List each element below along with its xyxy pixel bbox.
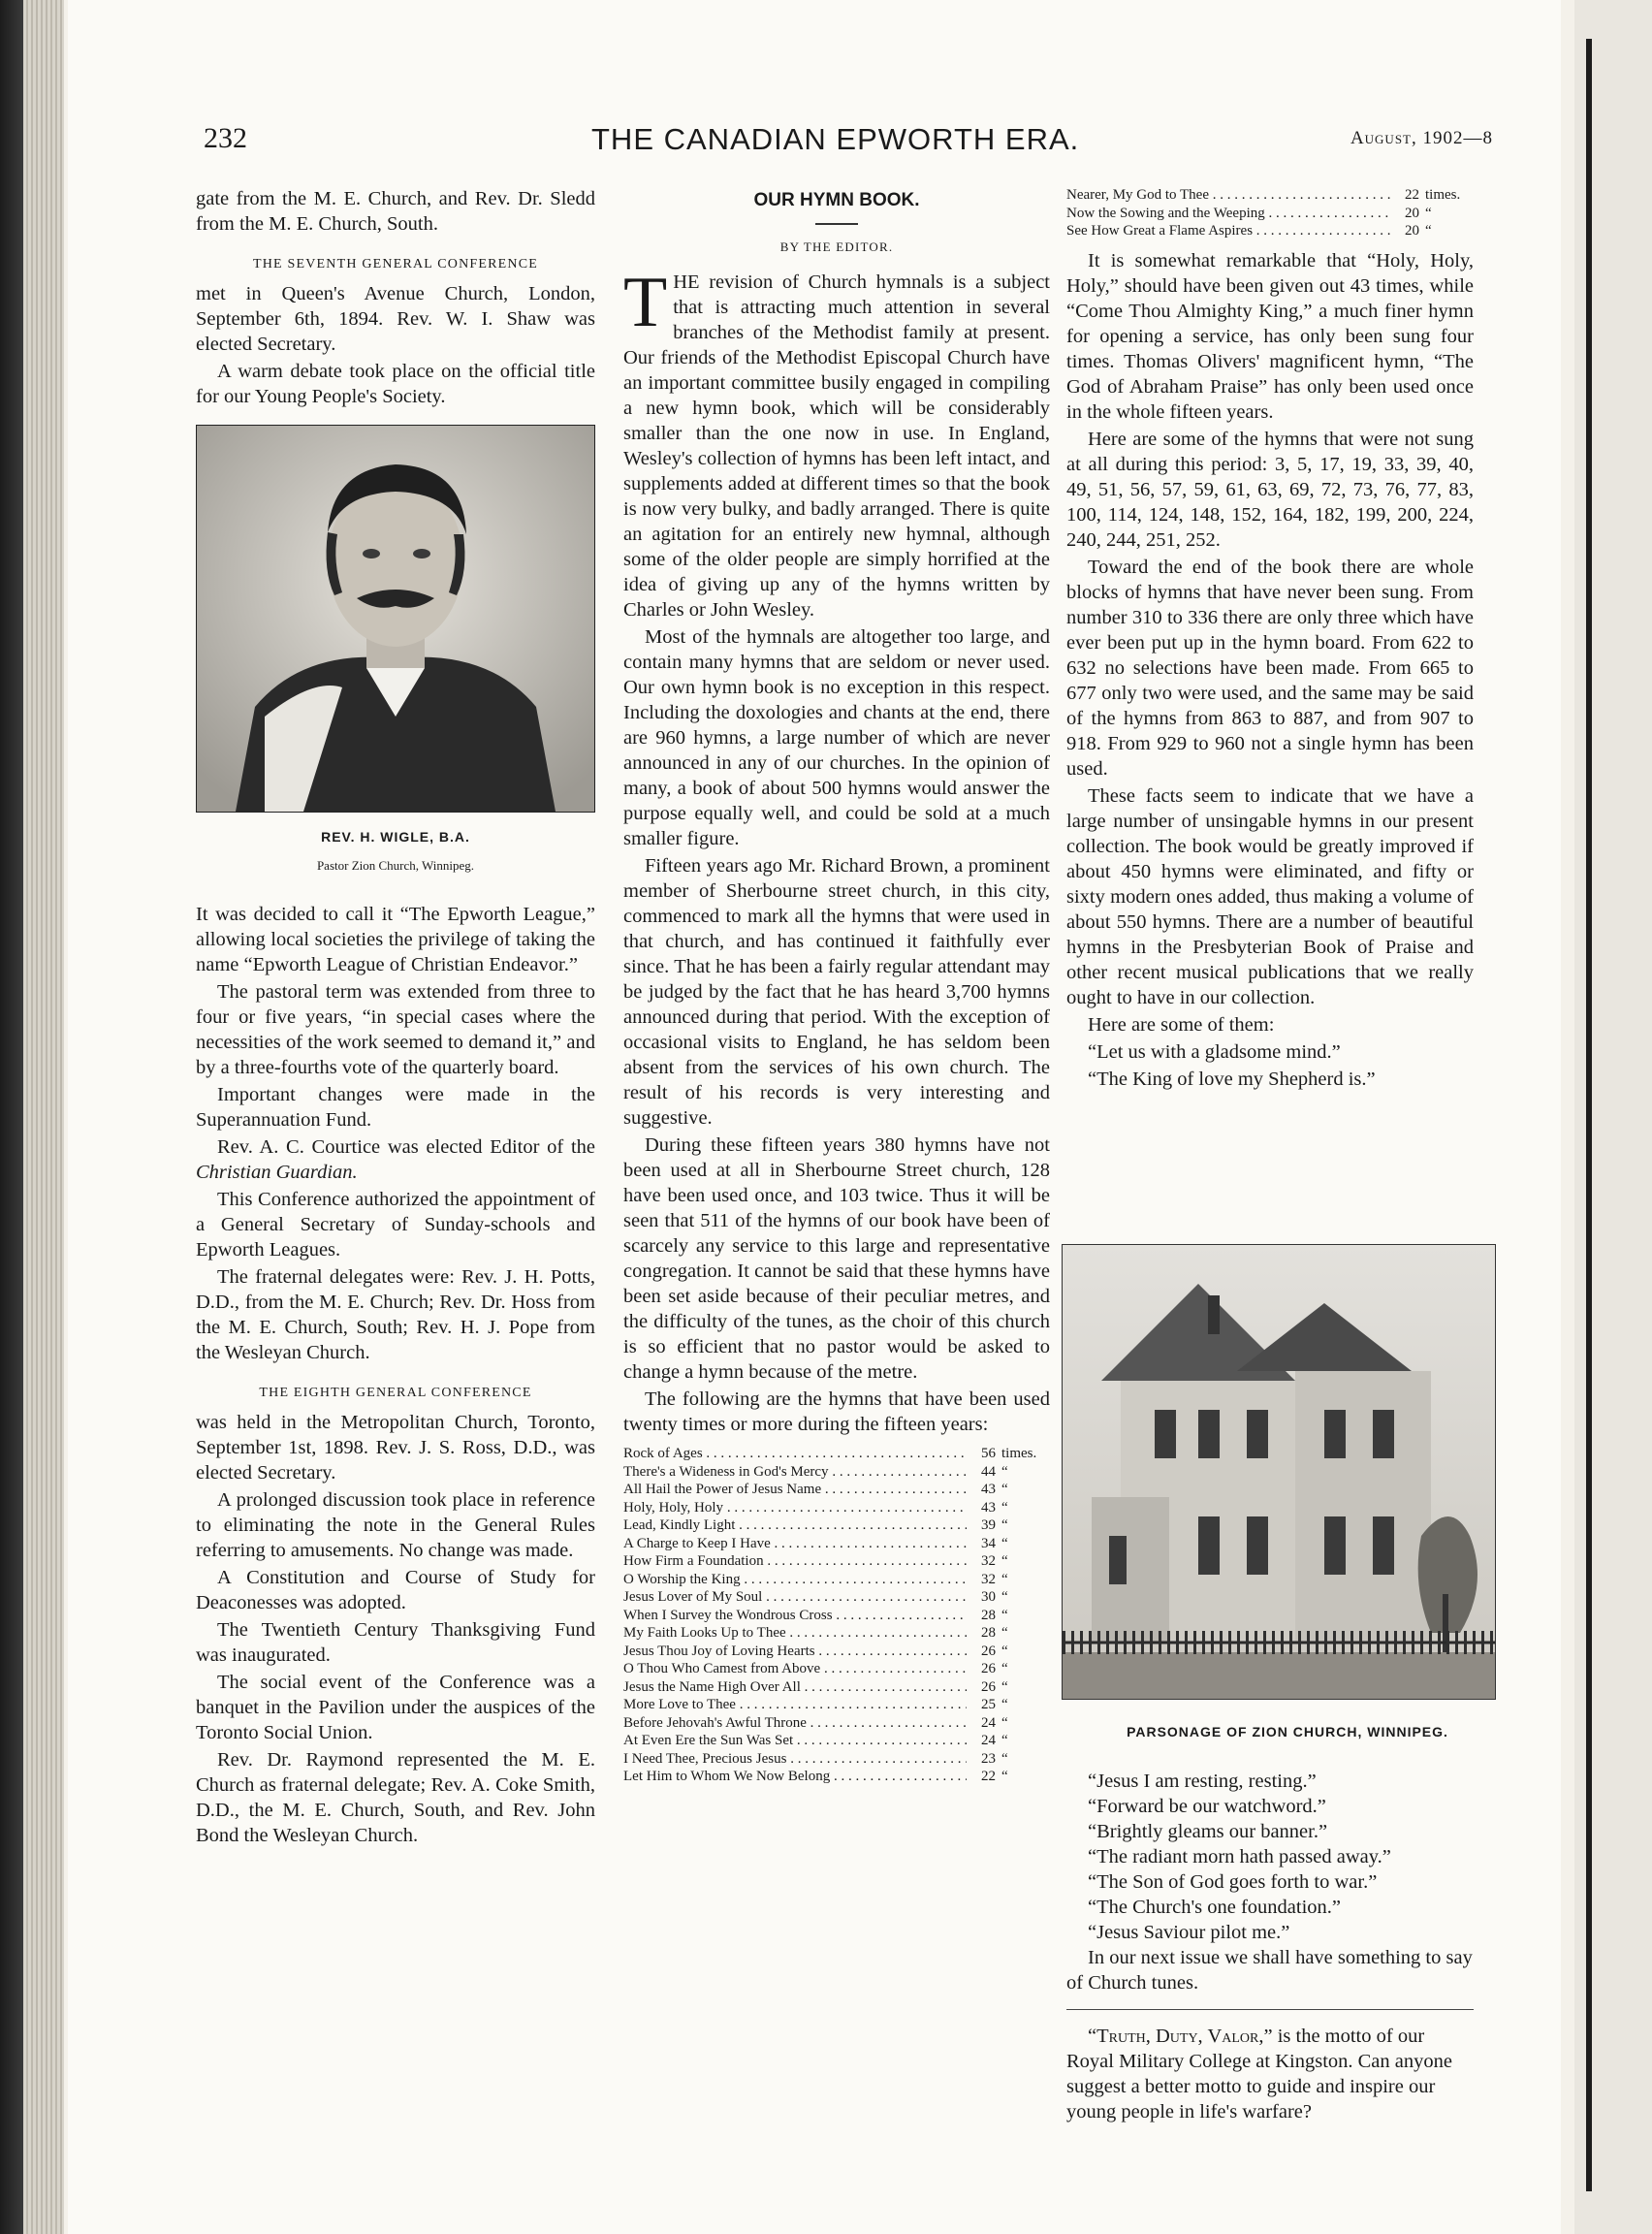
book-binding — [0, 0, 23, 2234]
hymn-unit: “ — [1001, 1517, 1008, 1533]
hymn-unit: “ — [1001, 1571, 1008, 1587]
hymn-title — [623, 1535, 967, 1553]
hymn-quote: “The Church's one foundation.” — [1088, 1897, 1342, 1918]
paragraph: The social event of the Conference was a banquet in the Pavilion under the auspices of the Toronto Social Union. — [196, 1672, 595, 1743]
hymn-title — [623, 1696, 967, 1714]
hymn-count: 20 — [1405, 205, 1419, 221]
hymn-title — [623, 1499, 967, 1517]
hymn-title-text: Before Jehovah's Awful Throne — [623, 1714, 807, 1731]
next-page-edge — [1574, 0, 1652, 2234]
running-head: THE CANADIAN EPWORTH ERA. — [591, 122, 1080, 156]
hymn-count: 24 — [981, 1733, 996, 1748]
text-run: Rev. A. C. Courtice was elected Editor of the — [217, 1136, 595, 1158]
parsonage-photo — [1062, 1244, 1496, 1700]
hymn-row — [623, 1588, 1050, 1607]
hymn-unit: “ — [1001, 1733, 1008, 1748]
hymn-title-text: Holy, Holy, Holy — [623, 1499, 724, 1516]
hymn-title-text: More Love to Thee — [623, 1697, 736, 1712]
paragraph: met in Queen's Avenue Church, London, September 6th, 1894. Rev. W. I. Shaw was elected Secretary. — [196, 283, 595, 355]
hymn-count: 43 — [981, 1499, 996, 1516]
hymn-title — [623, 1552, 967, 1571]
hymn-quote: “Jesus Saviour pilot me.” — [1088, 1922, 1290, 1943]
hymn-unit: “ — [1001, 1499, 1008, 1516]
hymn-unit: “ — [1001, 1661, 1008, 1676]
paragraph: These facts seem to indicate that we have a large number of unsingable hymns in our present collection. The book would be greatly improved if about 450 hymns were eliminated, and fifty or sixty modern ones added, thus making a volume of about 550 hymns. There are a number of beautiful hymns in the Presbyterian Book of Praise and other recent musical publications that we really ought to have in our collection. — [1066, 784, 1474, 1008]
hymn-title-text: A Charge to Keep I Have — [623, 1535, 771, 1551]
paragraph: This Conference authorized the appointment of a General Secretary of Sunday-schools and Epworth Leagues. — [196, 1189, 595, 1261]
text-run: HE revision of Church hymnals is a subject that is attracting much attention in several branches of the Methodist family at present. Our friends of the Methodist Episcopal Church have an important committee busily engaged in compiling a new hymn book, which will be considerably smaller than the one now in use. In England, Wesley's collection of hymns has been left intact, and supplements added at different times so that the book is now very bulky, and badly arranged. There is quite an agitation for an entirely new hymnal, although some of the older people are simply horrified at the idea of giving up any of the hymns written by Charles or John Wesley. — [623, 271, 1050, 621]
hymn-title-text: When I Survey the Wondrous Cross — [623, 1607, 833, 1623]
hymn-row — [623, 1607, 1050, 1625]
hymn-title-text: There's a Wideness in God's Mercy — [623, 1463, 829, 1480]
parsonage-caption: PARSONAGE OF ZION CHURCH, WINNIPEG. — [1127, 1724, 1448, 1739]
hymn-row — [623, 1768, 1050, 1786]
hymn-count: 34 — [981, 1535, 996, 1551]
paragraph: Rev. Dr. Raymond represented the M. E. Church as fraternal delegate; Rev. A. Coke Smith, D.D., the M. E. Church, South, and Rev. John Bond the Wesleyan Church. — [196, 1749, 595, 1846]
hymn-row — [623, 1552, 1050, 1571]
paragraph — [1066, 2024, 1474, 2124]
hymn-unit: “ — [1001, 1482, 1008, 1497]
hymn-row — [623, 1750, 1050, 1769]
text-run: is the motto of our Royal Military College at Kingston. Can anyone suggest a better motto to guide and inspire our young people in life's warfare? — [1066, 2026, 1452, 2122]
hymn-title-text: I Need Thee, Precious Jesus — [623, 1750, 787, 1767]
hymn-unit: “ — [1001, 1643, 1008, 1659]
paragraph: It is somewhat remarkable that “Holy, Holy, Holy,” should have been given out 43 times, while “Come Thou Almighty King,” a much finer hymn for opening a service, has only been sung four times. Thomas Olivers' magnificent hymn, “The God of Abraham Praise” has only been used once in the whole fifteen years. — [1066, 249, 1474, 423]
paragraph: The fraternal delegates were: Rev. J. H. Potts, D.D., from the M. E. Church; Rev. Dr. Hoss from the M. E. Church, South; Rev. H. J. Pope from the Wesleyan Church. — [196, 1266, 595, 1363]
paragraph: In our next issue we shall have something to say of Church tunes. — [1066, 1947, 1473, 1994]
paragraph: The pastoral term was extended from three to four or five years, “in special cases where the necessities of the work seemed to demand it,” and by a three-fourths vote of the quarterly board. — [196, 981, 595, 1078]
hymn-quote: “The radiant morn hath passed away.” — [1088, 1846, 1391, 1867]
portrait-illustration — [197, 426, 594, 812]
motto-text: “Truth, Duty, Valor,” — [1088, 2026, 1273, 2047]
hymn-title — [1066, 205, 1390, 223]
hymn-title — [623, 1732, 967, 1750]
hymn-quote: “Let us with a gladsome mind.” — [1088, 1040, 1341, 1063]
hymn-row — [623, 1732, 1050, 1750]
hymn-usage-table-continued — [1066, 186, 1474, 240]
hymn-title — [623, 1516, 967, 1535]
hymn-title-text: Jesus the Name High Over All — [623, 1678, 801, 1695]
hymn-count: 26 — [981, 1678, 996, 1695]
hymn-title-text: Jesus Lover of My Soul — [623, 1589, 763, 1605]
hymn-title — [623, 1588, 967, 1607]
hymn-title — [1066, 222, 1390, 240]
hymn-title-text: O Thou Who Camest from Above — [623, 1661, 821, 1676]
title-rule — [815, 223, 858, 225]
hymn-row — [623, 1624, 1050, 1643]
hymn-count: 44 — [981, 1463, 996, 1480]
hymn-row — [623, 1643, 1050, 1661]
hymn-row — [623, 1535, 1050, 1553]
hymn-count: 23 — [981, 1750, 996, 1767]
hymn-count: 24 — [981, 1714, 996, 1731]
hymn-row — [623, 1571, 1050, 1589]
hymn-usage-table — [623, 1445, 1050, 1786]
hymn-unit: “ — [1001, 1607, 1008, 1623]
hymn-row — [623, 1499, 1050, 1517]
paragraph: was held in the Metropolitan Church, Toronto, September 1st, 1898. Rev. J. S. Ross, D.D., was elected Secretary. — [196, 1412, 595, 1484]
hymn-quote: “Brightly gleams our banner.” — [1088, 1821, 1328, 1842]
paragraph — [623, 263, 1050, 622]
hymn-quote: “The King of love my Shepherd is.” — [1088, 1068, 1376, 1090]
hymn-unit: “ — [1001, 1769, 1008, 1784]
paragraph: A prolonged discussion took place in reference to eliminating the note in the General Rules referring to amusements. No change was made. — [196, 1489, 595, 1561]
hymn-unit: “ — [1001, 1625, 1008, 1641]
hymn-unit: “ — [1001, 1535, 1008, 1551]
hymn-title-text: See How Great a Flame Aspires — [1066, 223, 1254, 239]
hymn-title — [623, 1714, 967, 1733]
hymn-unit: “ — [1001, 1750, 1008, 1767]
paragraph: Important changes were made in the Superannuation Fund. — [196, 1084, 595, 1131]
hymn-count: 39 — [981, 1517, 996, 1533]
hymn-title — [623, 1660, 967, 1678]
hymn-row — [623, 1678, 1050, 1697]
hymn-row — [623, 1696, 1050, 1714]
hymn-count: 28 — [981, 1625, 996, 1641]
hymn-count: 56 — [981, 1446, 996, 1461]
paragraph: The Twentieth Century Thanksgiving Fund was inaugurated. — [196, 1619, 595, 1666]
portrait-caption: REV. H. WIGLE, B.A. — [321, 829, 470, 845]
paragraph: Most of the hymnals are altogether too large, and contain many hymns that are seldom or never used. Our own hymn book is no exception in this respect. Including the doxologies and chants at the end, there are 960 hymns, a large number of which are never announced in any of our churches. In the opinion of many, a book of about 500 hymns would answer the purpose equally well, and could be sold at a much smaller figure. — [623, 626, 1050, 849]
hymn-unit: “ — [1001, 1553, 1008, 1569]
paragraph — [196, 1134, 595, 1185]
hymn-title — [623, 1678, 967, 1697]
drop-cap: T — [623, 263, 668, 342]
hymn-count: 22 — [981, 1769, 996, 1784]
portrait-subcaption: Pastor Zion Church, Winnipeg. — [316, 858, 475, 873]
hymn-row — [1066, 205, 1474, 223]
hymn-unit: “ — [1425, 223, 1432, 239]
hymn-count: 30 — [981, 1589, 996, 1605]
paragraph: During these fifteen years 380 hymns have not been used at all in Sherbourne Street church, 128 have been used once, and 103 twice. Thus it will be seen that 511 of the hymns of our book have been of scarcely any service to this large and representative congregation. It cannot be said that these hymns have been set aside because of their peculiar metres, and the difficulty of the tunes, as the choir of this church is so efficient that no pastor would be asked to change a hymn because of the metre. — [623, 1134, 1050, 1383]
section-divider — [1066, 2009, 1474, 2010]
hymn-row — [1066, 186, 1474, 205]
section-heading-seventh-conference: THE SEVENTH GENERAL CONFERENCE — [252, 257, 539, 271]
hymn-unit: “ — [1001, 1463, 1008, 1480]
hymn-count: 43 — [981, 1482, 996, 1497]
hymn-row — [623, 1463, 1050, 1482]
issue-date: August, 1902—8 — [1350, 128, 1493, 148]
column-left — [196, 186, 595, 1850]
page-edges — [23, 0, 64, 2234]
column-middle — [623, 186, 1050, 1786]
hymn-title-text: My Faith Looks Up to Thee — [623, 1625, 786, 1641]
hymn-unit: “ — [1001, 1678, 1008, 1695]
hymn-title — [623, 1445, 967, 1463]
column-right — [1066, 186, 1474, 1094]
hymn-count: 32 — [981, 1553, 996, 1569]
paragraph: gate from the M. E. Church, and Rev. Dr. Sledd from the M. E. Church, South. — [196, 188, 595, 235]
hymn-row — [623, 1516, 1050, 1535]
paragraph: Toward the end of the book there are whole blocks of hymns that have never been sung. From number 310 to 336 there are only three which have ever been put up in the hymn board. From 622 to 632 no selections have been made. From 665 to 677 only two were used, and the same may be said of the hymns from 863 to 887, and from 907 to 918. From 929 to 960 not a single hymn has been used. — [1066, 556, 1474, 780]
hymn-unit: “ — [1001, 1714, 1008, 1731]
section-heading-eighth-conference: THE EIGHTH GENERAL CONFERENCE — [259, 1386, 532, 1400]
hymn-quote: “Jesus I am resting, resting.” — [1088, 1771, 1317, 1792]
hymn-title — [1066, 186, 1390, 205]
hymn-title-text: All Hail the Power of Jesus Name — [623, 1482, 822, 1497]
hymn-unit: “ — [1001, 1697, 1008, 1712]
hymn-title-text: Jesus Thou Joy of Loving Hearts — [623, 1643, 815, 1659]
hymn-title — [623, 1750, 967, 1769]
hymn-title-text: Rock of Ages — [623, 1446, 703, 1461]
hymn-title — [623, 1463, 967, 1482]
hymn-count: 26 — [981, 1643, 996, 1659]
portrait-photo — [196, 425, 595, 813]
paragraph: Here are some of them: — [1088, 1013, 1275, 1036]
hymn-row — [623, 1445, 1050, 1463]
hymn-count: 26 — [981, 1661, 996, 1676]
hymn-count: 28 — [981, 1607, 996, 1623]
paragraph: It was decided to call it “The Epworth League,” allowing local societies the privilege of taking the name “Epworth League of Christian Endeavor.” — [196, 904, 595, 975]
hymn-title-text: At Even Ere the Sun Was Set — [623, 1733, 794, 1748]
hymn-unit: times. — [1001, 1446, 1037, 1461]
hymn-count: 32 — [981, 1571, 996, 1587]
paragraph: Here are some of the hymns that were not sung at all during this period: 3, 5, 17, 19, 33, 39, 40, 49, 51, 56, 57, 59, 61, 63, 69, 72, 73, 76, 77, 83, 100, 114, 124, 148, 152, 164, 182, 199, 200, 224, 240, 244, 251, 252. — [1066, 428, 1474, 551]
hymn-quote: “The Son of God goes forth to war.” — [1088, 1871, 1378, 1893]
hymn-row — [623, 1481, 1050, 1499]
hymn-unit: times. — [1425, 187, 1461, 203]
page-header — [204, 122, 1493, 161]
hymn-row — [1066, 222, 1474, 240]
hymn-title — [623, 1571, 967, 1589]
hymn-title-text: Now the Sowing and the Weeping — [1066, 205, 1265, 221]
hymn-row — [623, 1660, 1050, 1678]
hymn-title-text: How Firm a Foundation — [623, 1553, 764, 1569]
paragraph: A warm debate took place on the official title for our Young People's Society. — [196, 361, 595, 407]
hymn-title — [623, 1768, 967, 1786]
hymn-row — [623, 1714, 1050, 1733]
hymn-title — [623, 1481, 967, 1499]
hymn-title-text: Let Him to Whom We Now Belong — [623, 1769, 831, 1784]
article-byline: BY THE EDITOR. — [779, 239, 894, 254]
hymn-title-text: Lead, Kindly Light — [623, 1517, 736, 1533]
paragraph: A Constitution and Course of Study for Deaconesses was adopted. — [196, 1567, 595, 1613]
hymn-title-text: O Worship the King — [623, 1571, 741, 1587]
hymn-unit: “ — [1001, 1589, 1008, 1605]
hymn-count: 20 — [1405, 223, 1419, 239]
hymn-quote: “Forward be our watchword.” — [1088, 1796, 1326, 1817]
page-number: 232 — [204, 122, 247, 154]
paragraph: The following are the hymns that have been used twenty times or more during the fifteen years: — [623, 1388, 1050, 1435]
hymn-count: 22 — [1405, 187, 1419, 203]
article-title: OUR HYMN BOOK. — [753, 190, 920, 210]
hymn-count: 25 — [981, 1697, 996, 1712]
hymn-title — [623, 1624, 967, 1643]
hymn-unit: “ — [1425, 205, 1432, 221]
column-right-lower — [1066, 1769, 1474, 2124]
hymn-title — [623, 1607, 967, 1625]
hymn-title-text: Nearer, My God to Thee — [1066, 187, 1209, 203]
hymn-title — [623, 1643, 967, 1661]
paragraph: Fifteen years ago Mr. Richard Brown, a prominent member of Sherbourne street church, in this city, commenced to mark all the hymns that were used in that church, and has continued it faithfully ever since. That he has been a fairly regular attendant may be judged by the fact that he has heard 3,700 hymns announced during that period. With the exception of occasional visits to England, he has seldom been absent from the services of his own church. The result of his records is very interesting and suggestive. — [623, 855, 1050, 1129]
parsonage-illustration — [1063, 1245, 1495, 1699]
publication-title: Christian Guardian. — [196, 1162, 358, 1183]
